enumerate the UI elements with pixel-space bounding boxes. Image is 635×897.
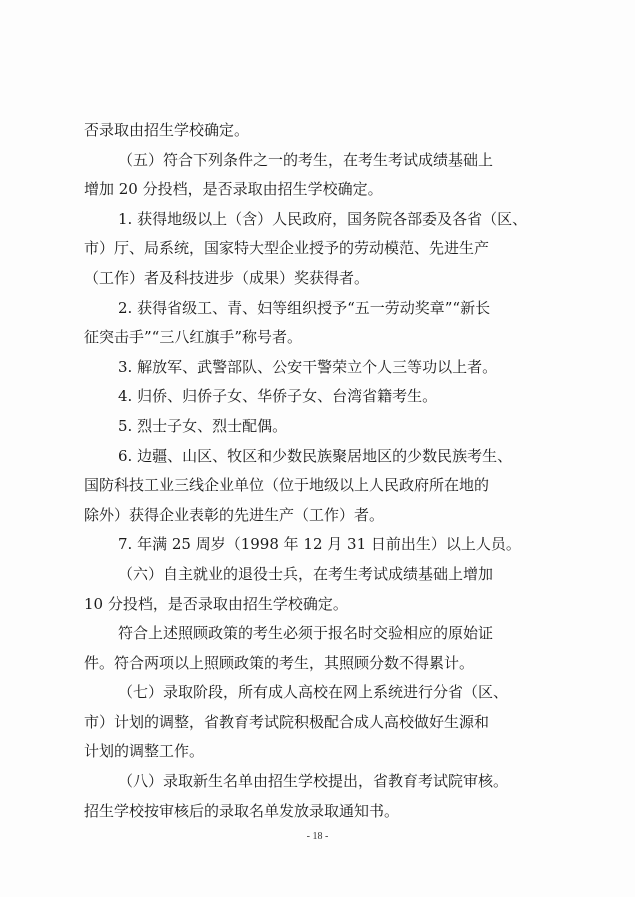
text-line: 除外）获得企业表彰的先进生产（工作）者。 — [84, 505, 385, 524]
text-line: （七）录取阶段，所有成人高校在网上系统进行分省（区、 — [118, 683, 509, 702]
text-line: 否录取由招生学校确定。 — [84, 121, 250, 139]
text-line: 4. 归侨、归侨子女、华侨子女、台湾省籍考生。 — [118, 387, 438, 406]
text-line: （八）录取新生名单由招生学校提出，省教育考试院审核。 — [118, 772, 509, 791]
text-line: 符合上述照顾政策的考生必须于报名时交验相应的原始证 — [118, 624, 494, 643]
text-line: 3. 解放军、武警部队、公安干警荣立个人三等功以上者。 — [118, 357, 498, 376]
text-line: 1. 获得地级以上（含）人民政府，国务院各部委及各省（区、 — [118, 209, 528, 228]
text-line: 件。符合两项以上照顾政策的考生，其照顾分数不得累计。 — [84, 653, 475, 672]
text-line: 10 分投档，是否录取由招生学校确定。 — [84, 594, 348, 613]
text-line: 招生学校按审核后的录取名单发放录取通知书。 — [84, 801, 400, 820]
page-number: - 18 - — [306, 831, 329, 842]
text-line: 5. 烈士子女、烈士配偶。 — [118, 416, 288, 435]
text-line: 7. 年满 25 周岁（1998 年 12 月 31 日前出生）以上人员。 — [118, 535, 521, 554]
text-line: 2. 获得省级工、青、妇等组织授予“五一劳动奖章”“新长 — [118, 298, 491, 317]
text-line: 6. 边疆、山区、牧区和少数民族聚居地区的少数民族考生、 — [118, 446, 513, 465]
text-line: （工作）者及科技进步（成果）奖获得者。 — [84, 268, 370, 287]
text-line: 计划的调整工作。 — [84, 742, 205, 761]
text-line: 征突击手”“三八红旗手”称号者。 — [84, 328, 303, 347]
text-line: 市）计划的调整，省教育考试院积极配合成人高校做好生源和 — [84, 712, 490, 731]
text-line: （六）自主就业的退役士兵，在考生考试成绩基础上增加 — [118, 564, 494, 583]
text-line: 市）厅、局系统，国家特大型企业授予的劳动模范、先进生产 — [84, 239, 490, 258]
text-line: 增加 20 分投档，是否录取由招生学校确定。 — [84, 180, 383, 199]
body-text — [84, 116, 556, 826]
text-line: 国防科技工业三线企业单位（位于地级以上人民政府所在地的 — [84, 476, 490, 495]
text-line: （五）符合下列条件之一的考生，在考生考试成绩基础上 — [118, 150, 494, 169]
